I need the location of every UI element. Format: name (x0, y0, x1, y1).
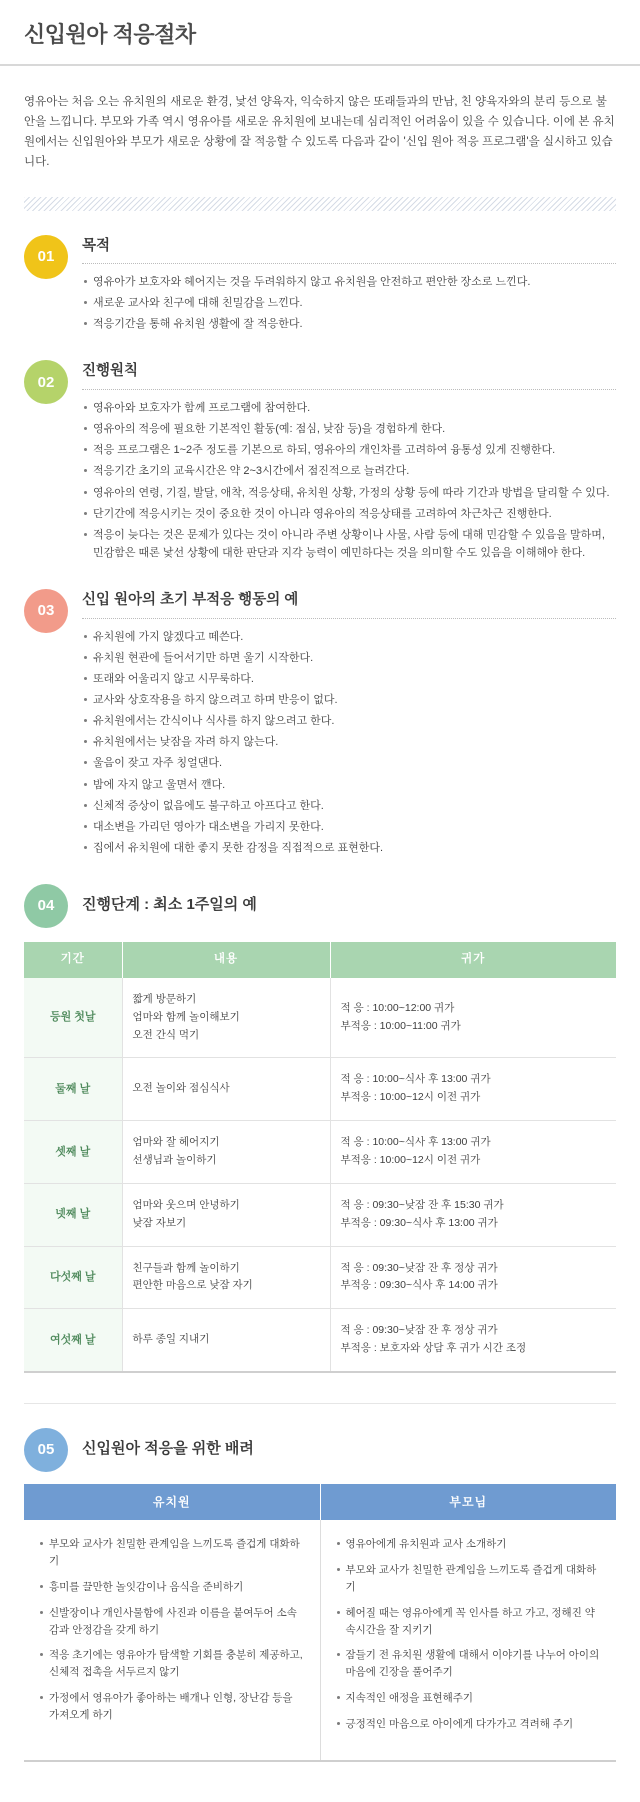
table-row (24, 1183, 616, 1246)
list-item: 부모와 교사가 친밀한 관계임을 느끼도록 즐겁게 대화하기 (38, 1536, 306, 1570)
cell-leave (330, 1309, 616, 1372)
page-title: 신입원아 적응절차 (24, 22, 196, 47)
cell-leave (330, 978, 616, 1058)
list-item: 울음이 잦고 자주 칭얼댄다. (82, 754, 616, 772)
cell-line: 부적응 : 10:00~12시 이전 귀가 (340, 1091, 481, 1104)
cell-leave (330, 1121, 616, 1184)
col-header-content: 내용 (122, 942, 330, 978)
cell-content (122, 1309, 330, 1372)
kindergarten-list (38, 1536, 306, 1723)
list-item: 지속적인 애정을 표현해주기 (335, 1690, 603, 1707)
cell-line: 엄마와 함께 놀이해보기 (132, 1010, 240, 1023)
list-item: 적응 프로그램은 1~2주 정도를 기본으로 하되, 영유아의 개인차를 고려하여 융통성 있게 진행한다. (82, 441, 616, 459)
table-row (24, 1309, 616, 1372)
list-item: 영유아의 연령, 기질, 발달, 애착, 적응상태, 유치원 상황, 가정의 상황 등에 따라 기간과 방법을 달리할 수 있다. (82, 484, 616, 502)
section-02-body (82, 358, 616, 565)
list-item: 부모와 교사가 친밀한 관계임을 느끼도록 즐겁게 대화하기 (335, 1562, 603, 1596)
list-item: 유치원에 가지 않겠다고 떼쓴다. (82, 628, 616, 646)
cell-line: 적 응 : 09:30~낮잠 잔 후 정상 귀가 (340, 1324, 498, 1337)
list-item: 적응이 늦다는 것은 문제가 있다는 것이 아니라 주변 상황이나 사물, 사람 등에 대해 민감할 수 있음을 말하며, 민감함은 때론 낯선 상황에 대한 판단과 지각 능력이 예민하다는 것을 의미할 수도 있음을 이해해야 한다. (82, 526, 616, 562)
list-item: 영유아와 보호자가 함께 프로그램에 참여한다. (82, 399, 616, 417)
section-05-badge: 05 (24, 1428, 68, 1472)
care-table-body (24, 1520, 616, 1760)
section-03-body (82, 587, 616, 860)
section-02-badge: 02 (24, 360, 68, 404)
list-item: 또래와 어울리지 않고 시무룩하다. (82, 670, 616, 688)
section-04 (0, 860, 640, 932)
intro-block (0, 66, 640, 191)
list-item: 적응기간을 통해 유치원 생활에 잘 적응한다. (82, 315, 616, 333)
list-item: 단기간에 적응시키는 것이 중요한 것이 아니라 영유아의 적응상태를 고려하여 차근차근 진행한다. (82, 505, 616, 523)
list-item: 신발장이나 개인사물함에 사진과 이름을 붙여두어 소속감과 안정감을 갖게 하기 (38, 1605, 306, 1639)
col-header-parents: 부모님 (320, 1484, 616, 1521)
list-item: 흥미를 끌만한 놀잇감이나 음식을 준비하기 (38, 1579, 306, 1596)
cell-line: 부적응 : 09:30~식사 후 14:00 귀가 (340, 1279, 498, 1292)
cell-content (122, 1121, 330, 1184)
table-header-row (24, 1484, 616, 1521)
section-01 (0, 211, 640, 337)
list-item: 영유아의 적응에 필요한 기본적인 활동(예: 점심, 낮잠 등)을 경험하게 한다. (82, 420, 616, 438)
schedule-table-wrap (0, 932, 640, 1373)
section-05-title: 신입원아 적응을 위한 배려 (82, 1440, 254, 1458)
care-table-wrap (0, 1476, 640, 1762)
list-item: 교사와 상호작용을 하지 않으려고 하며 반응이 없다. (82, 691, 616, 709)
section-03-badge: 03 (24, 589, 68, 633)
cell-period: 등원 첫날 (24, 978, 122, 1058)
cell-period: 둘째 날 (24, 1058, 122, 1121)
section-02 (0, 336, 640, 565)
cell-content (122, 1183, 330, 1246)
cell-line: 적 응 : 09:30~낮잠 잔 후 15:30 귀가 (340, 1198, 504, 1211)
section-04-body (82, 893, 616, 916)
list-item: 유치원에서는 낮잠을 자려 하지 않는다. (82, 733, 616, 751)
schedule-table-head (24, 942, 616, 978)
section-04-badge: 04 (24, 884, 68, 928)
section-04-title: 진행단계 : 최소 1주일의 예 (82, 896, 257, 914)
cell-period: 셋째 날 (24, 1121, 122, 1184)
care-table (24, 1484, 616, 1762)
list-item: 적응기간 초기의 교육시간은 약 2~3시간에서 점진적으로 늘려간다. (82, 462, 616, 480)
cell-line: 엄마와 웃으며 안녕하기 (132, 1198, 240, 1211)
cell-line: 선생님과 놀이하기 (132, 1153, 217, 1166)
cell-line: 적 응 : 10:00~식사 후 13:00 귀가 (340, 1073, 491, 1086)
care-table-head (24, 1484, 616, 1521)
list-item: 영유아가 보호자와 헤어지는 것을 두려워하지 않고 유치원을 안전하고 편안한 장소로 느낀다. (82, 273, 616, 291)
cell-line: 짧게 방문하기 (132, 992, 197, 1005)
cell-line: 오전 간식 먹기 (132, 1028, 200, 1041)
cell-period: 넷째 날 (24, 1183, 122, 1246)
cell-line: 부적응 : 10:00~12시 이전 귀가 (340, 1153, 481, 1166)
intro-paragraph: 영유아는 처음 오는 유치원의 새로운 환경, 낯선 양육자, 익숙하지 않은 또래들과의 만남, 친 양육자와의 분리 등으로 불안을 느낍니다. 부모와 가족 역시 영유아를 새로운 유치원에 보내는데 심리적인 어려움이 있을 수 있습니다. 이에 본 유치원에서는 신입원아와 부모가 새로운 상황에 잘 적응할 수 있도록 다음과 같이 '신입 원아 적응 프로그램'을 실시하고 있습니다. (24, 96, 615, 169)
section-05-body (82, 1437, 616, 1460)
cell-period: 여섯째 날 (24, 1309, 122, 1372)
table-row (24, 1058, 616, 1121)
cell-line: 적 응 : 09:30~낮잠 잔 후 정상 귀가 (340, 1261, 498, 1274)
cell-content (122, 1058, 330, 1121)
page-header (0, 0, 640, 66)
cell-content (122, 1246, 330, 1309)
cell-leave (330, 1246, 616, 1309)
table-row (24, 1246, 616, 1309)
cell-line: 적 응 : 10:00~식사 후 13:00 귀가 (340, 1136, 491, 1149)
cell-line: 부적응 : 09:30~식사 후 13:00 귀가 (340, 1216, 498, 1229)
cell-line: 하루 종일 지내기 (132, 1333, 210, 1346)
list-item: 적응 초기에는 영유아가 탐색할 기회를 충분히 제공하고, 신체적 접촉을 서두르지 않기 (38, 1647, 306, 1681)
cell-line: 엄마와 잘 헤어지기 (132, 1136, 220, 1149)
section-01-badge: 01 (24, 235, 68, 279)
section-05 (0, 1404, 640, 1476)
list-item: 유치원 현관에 들어서기만 하면 울기 시작한다. (82, 649, 616, 667)
list-item: 유치원에서는 간식이나 식사를 하지 않으려고 한다. (82, 712, 616, 730)
cell-parents (320, 1520, 616, 1760)
list-item: 영유아에게 유치원과 교사 소개하기 (335, 1536, 603, 1553)
hatch-divider (24, 197, 616, 211)
table-row (24, 978, 616, 1058)
col-header-period: 기간 (24, 942, 122, 978)
section-01-body (82, 233, 616, 337)
cell-line: 오전 놀이와 점심식사 (132, 1082, 230, 1095)
section-02-list (82, 399, 616, 562)
col-header-leave: 귀가 (330, 942, 616, 978)
cell-leave (330, 1058, 616, 1121)
cell-leave (330, 1183, 616, 1246)
table-row (24, 1520, 616, 1760)
cell-line: 적 응 : 10:00~12:00 귀가 (340, 1001, 455, 1014)
list-item: 신체적 증상이 없음에도 불구하고 아프다고 한다. (82, 797, 616, 815)
table-header-row (24, 942, 616, 978)
list-item: 새로운 교사와 친구에 대해 친밀감을 느낀다. (82, 294, 616, 312)
list-item: 잠들기 전 유치원 생활에 대해서 이야기를 나누어 아이의 마음에 긴장을 풀어주기 (335, 1647, 603, 1681)
col-header-kindergarten: 유치원 (24, 1484, 320, 1521)
section-03-list (82, 628, 616, 858)
cell-period: 다섯째 날 (24, 1246, 122, 1309)
section-03 (0, 565, 640, 860)
cell-line: 부적응 : 보호자와 상담 후 귀가 시간 조정 (340, 1342, 527, 1355)
section-02-title: 진행원칙 (82, 360, 616, 389)
schedule-table (24, 942, 616, 1373)
table-row (24, 1121, 616, 1184)
list-item: 가정에서 영유아가 좋아하는 배개나 인형, 장난감 등을 가져오게 하기 (38, 1690, 306, 1724)
parents-list (335, 1536, 603, 1732)
cell-line: 부적응 : 10:00~11:00 귀가 (340, 1019, 461, 1032)
list-item: 대소변을 가리던 영아가 대소변을 가리지 못한다. (82, 818, 616, 836)
schedule-table-body (24, 978, 616, 1372)
list-item: 밤에 자지 않고 울면서 깬다. (82, 776, 616, 794)
cell-line: 낮잠 자보기 (132, 1216, 187, 1229)
cell-content (122, 978, 330, 1058)
section-01-title: 목적 (82, 235, 616, 264)
section-03-title: 신입 원아의 초기 부적응 행동의 예 (82, 589, 616, 618)
list-item: 집에서 유치원에 대한 좋지 못한 감정을 직접적으로 표현한다. (82, 839, 616, 857)
cell-line: 친구들과 함께 놀이하기 (132, 1261, 240, 1274)
list-item: 긍정적인 마음으로 아이에게 다가가고 격려해 주기 (335, 1716, 603, 1733)
list-item: 헤어질 때는 영유아에게 꼭 인사를 하고 가고, 정해진 약속시간을 잘 지키기 (335, 1605, 603, 1639)
cell-kindergarten (24, 1520, 320, 1760)
cell-line: 편안한 마음으로 낮잠 자기 (132, 1279, 253, 1292)
section-01-list (82, 273, 616, 333)
